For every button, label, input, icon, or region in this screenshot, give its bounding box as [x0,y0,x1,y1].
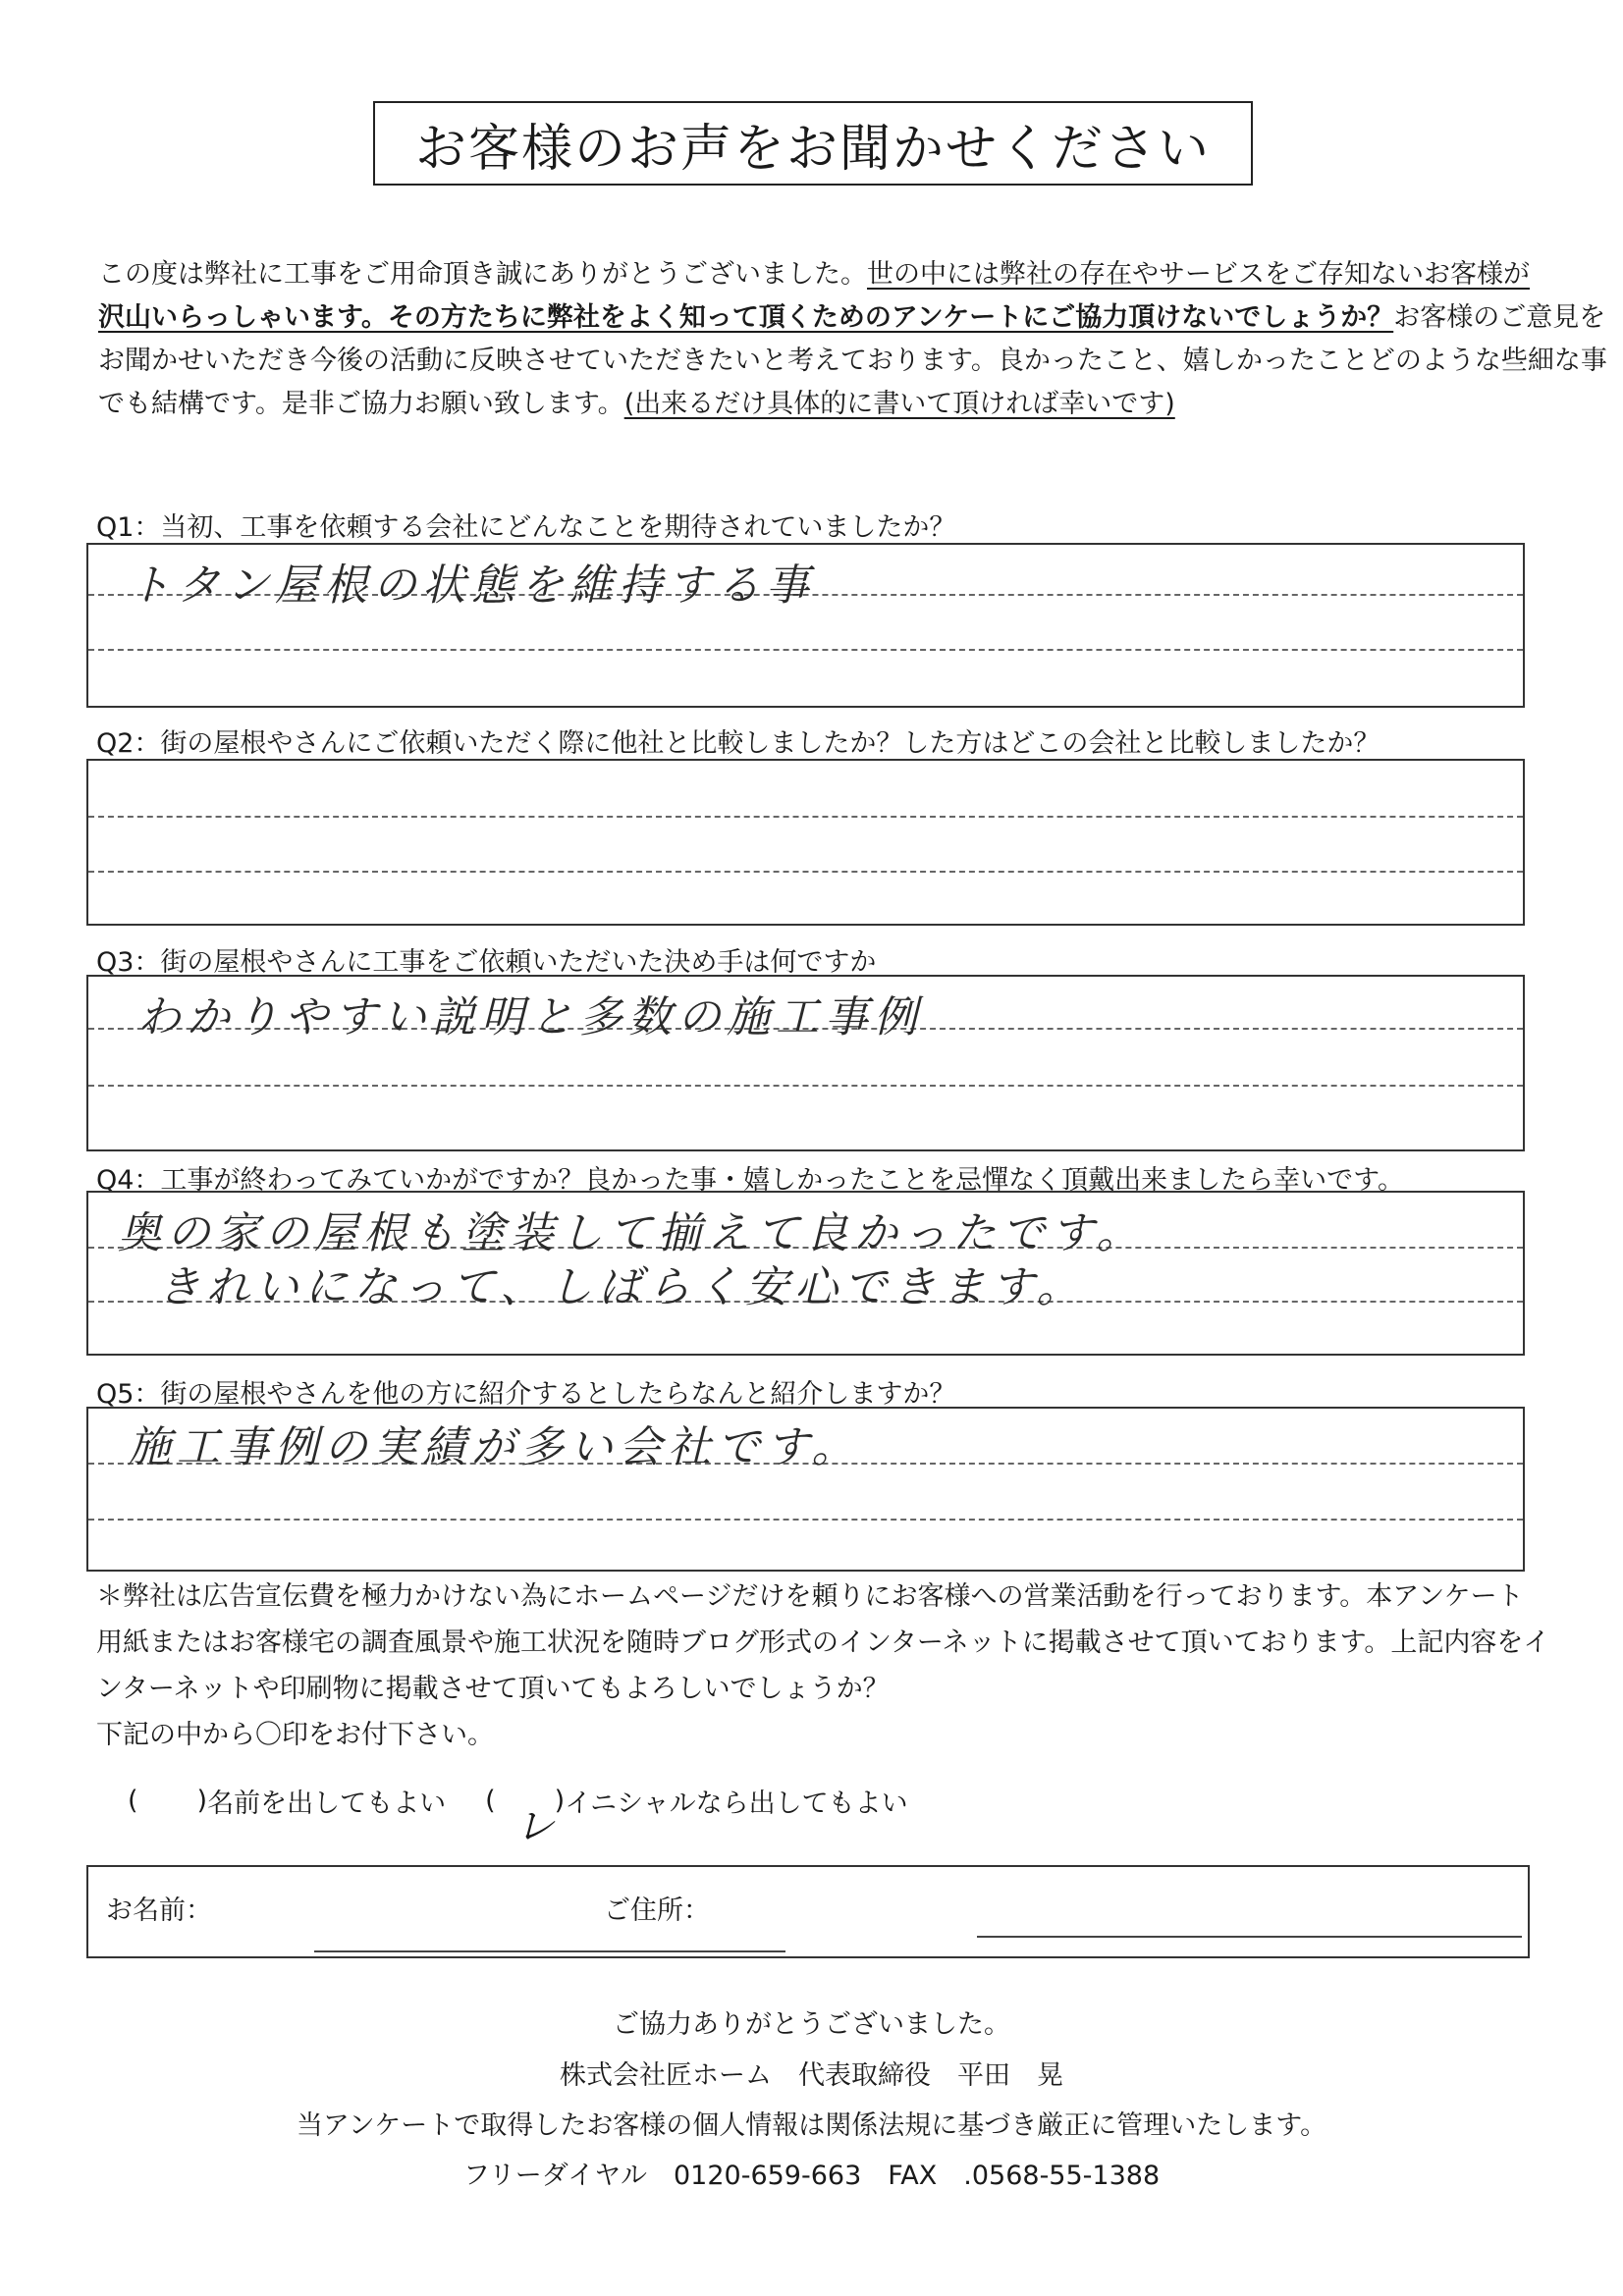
answer-line [88,649,1523,651]
question-4-answer-1: 奥の家の屋根も塗装して揃えて良かったです。 [118,1208,1146,1258]
consent-options [128,1782,908,1849]
intro-line2-a: 沢山いらっしゃいます。その方たちに弊社をよく知って頂くためのアンケートにご協力頂けないでしょうか？ [98,302,1394,333]
question-1-answer-1: トタン屋根の状態を維持する事 [128,561,815,611]
name-label: お名前： [106,1896,212,1926]
answer-line [88,816,1523,818]
option-initial-ok-label: イニシャルなら出してもよい [565,1789,908,1819]
question-4-answer-2: きれいになって、しばらく安心できます。 [157,1262,1086,1312]
intro-line4-b: (出来るだけ具体的に書いて頂ければ幸いです) [623,389,1175,419]
name-field[interactable] [314,1950,785,1952]
footer-contact: フリーダイヤル 0120-659-663 FAX .0568-55-1388 [462,2161,1161,2191]
check-mark: レ [514,1803,555,1849]
option-paren: ) [196,1786,208,1816]
question-1-label: Q1：当初、工事を依頼する会社にどんなことを期待されていましたか？ [96,512,956,543]
intro-line1-b: 世の中には弊社の存在やサービスをご存知ないお客様が [867,259,1530,290]
intro-line3: お聞かせいただき今後の活動に反映させていただきたいと考えております。良かったこと、嬉しかったことどのような些細な事 [98,346,1607,376]
footer-thanks: ご協力ありがとうございました。 [613,2009,1010,2040]
question-3-label: Q3：街の屋根やさんに工事をご依頼いただいた決め手は何ですか [96,947,877,978]
question-3-answer-box[interactable] [86,975,1525,1151]
question-4-answer-box[interactable] [86,1191,1525,1356]
address-label: ご住所： [604,1896,710,1926]
option-paren: ( [485,1786,496,1816]
option-paren: ) [554,1786,566,1816]
intro-line2-b: お客様のご意見を [1393,302,1606,333]
question-2-label: Q2：街の屋根やさんにご依頼いただく際に他社と比較しましたか？した方はどこの会社と比較しましたか？ [96,728,1380,759]
notice-line: 用紙またはお客様宅の調査風景や施工状況を随時ブログ形式のインターネットに掲載させて頂いております。上記内容をイ [96,1628,1550,1658]
question-3-answer-1: わかりやすい説明と多数の施工事例 [137,992,923,1042]
notice-line: 下記の中から〇印をお付下さい。 [96,1720,494,1750]
footer-company: 株式会社匠ホーム 代表取締役 平田 晃 [560,2060,1063,2091]
answer-line [88,871,1523,873]
question-5-answer-1: 施工事例の実績が多い会社です。 [128,1422,861,1472]
answer-line [88,1085,1523,1087]
option-name-ok-label: 名前を出してもよい [207,1789,447,1819]
question-5-answer-box[interactable] [86,1407,1525,1572]
option-paren: ( [128,1786,138,1816]
question-5-label: Q5：街の屋根やさんを他の方に紹介するとしたらなんと紹介しますか？ [96,1379,956,1410]
option-initial-ok[interactable] [485,1782,908,1849]
intro-line4-a: でも結構です。是非ご協力お願い致します。 [98,389,624,419]
intro-line1-a: この度は弊社に工事をご用命頂き誠にありがとうございました。 [98,259,867,290]
question-1-answer-box[interactable] [86,543,1525,708]
footer-privacy: 当アンケートで取得したお客様の個人情報は関係法規に基づき厳正に管理いたします。 [296,2110,1327,2141]
question-4-label: Q4：工事が終わってみていかがですか？良かった事・嬉しかったことを忌憚なく頂戴出来ましたら幸いです。 [96,1165,1404,1196]
address-field[interactable] [977,1936,1522,1938]
notice-line: ンターネットや印刷物に掲載させて頂いてもよろしいでしょうか？ [96,1674,890,1704]
contact-box [86,1865,1530,1958]
notice-line: ＊弊社は広告宣伝費を極力かけない為にホームページだけを頼りにお客様への営業活動を行っております。本アンケート [96,1581,1524,1612]
intro-text [98,253,1607,426]
publication-notice [96,1574,1550,1758]
option-name-ok[interactable] [128,1782,446,1820]
answer-line [88,1519,1523,1521]
question-2-answer-box[interactable] [86,759,1525,926]
page-title: お客様のお声をお聞かせください [373,101,1253,186]
